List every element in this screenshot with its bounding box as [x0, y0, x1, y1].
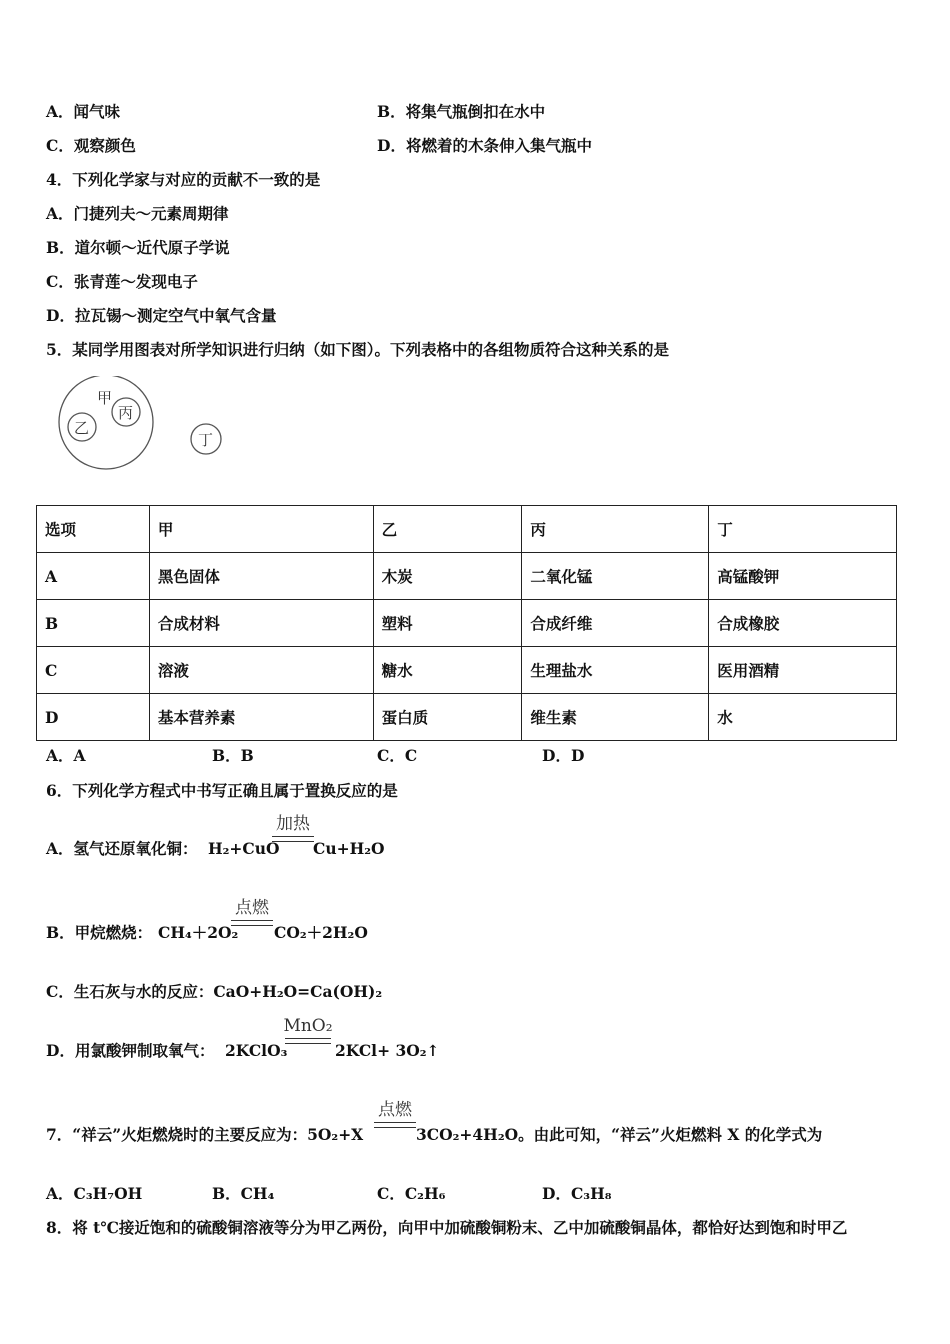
table-cell: 合成材料: [149, 600, 373, 647]
table-cell: 水: [709, 694, 897, 741]
q6-a-condition: 加热: [276, 814, 310, 834]
q6-d-label: D．用氯酸钾制取氧气：: [46, 1041, 215, 1060]
q6-b-equals-sign: [231, 920, 273, 926]
q3-option-d: D．将燃着的木条伸入集气瓶中: [377, 136, 592, 155]
q4-option-a: A．门捷列夫～元素周期律: [46, 204, 229, 223]
table-cell: A: [37, 553, 150, 600]
table-cell: 塑料: [373, 600, 522, 647]
q6-c-text: C．生石灰与水的反应：CaO+H₂O=Ca(OH)₂: [46, 982, 383, 1001]
q7-option-d: D．C₃H₈: [542, 1184, 612, 1203]
q4-stem: 4．下列化学家与对应的贡献不一致的是: [46, 170, 321, 189]
table-cell: 黑色固体: [149, 553, 373, 600]
table-cell: 糖水: [373, 647, 522, 694]
table-header-row: [37, 506, 897, 553]
q7-equals-sign: [374, 1122, 416, 1128]
table-row: [37, 553, 897, 600]
table-cell: 合成纤维: [522, 600, 709, 647]
q4-option-b: B．道尔顿～近代原子学说: [46, 238, 230, 257]
table-cell: 二氧化锰: [522, 553, 709, 600]
q8-stem: 8．将 t℃接近饱和的硫酸铜溶液等分为甲乙两份，向甲中加硫酸铜粉末、乙中加硫酸铜晶体，都恰好达到饱和时甲乙: [46, 1218, 848, 1237]
table-header-cell: 选项: [37, 506, 150, 553]
q6-a-reactants: H₂+CuO: [208, 839, 280, 858]
q5-option-d: D．D: [542, 746, 585, 765]
q6-d-condition: MnO₂: [283, 1016, 333, 1036]
table-cell: 木炭: [373, 553, 522, 600]
table-cell: C: [37, 647, 150, 694]
q6-b-condition: 点燃: [235, 898, 269, 918]
table-cell: 蛋白质: [373, 694, 522, 741]
label-bing: 丙: [118, 404, 134, 422]
q6-a-label: A．氢气还原氧化铜：: [46, 839, 198, 858]
table-cell: 基本营养素: [149, 694, 373, 741]
table-cell: 维生素: [522, 694, 709, 741]
q3-option-b: B．将集气瓶倒扣在水中: [377, 102, 546, 121]
table-header-cell: 丁: [709, 506, 897, 553]
q3-option-c: C．观察颜色: [46, 136, 136, 155]
q6-b-label: B．甲烷燃烧：: [46, 923, 153, 942]
q6-b-products: CO₂＋2H₂O: [274, 923, 368, 942]
table-cell: 高锰酸钾: [709, 553, 897, 600]
q7-condition: 点燃: [378, 1100, 412, 1120]
table-cell: 医用酒精: [709, 647, 897, 694]
table-cell: D: [37, 694, 150, 741]
q7-option-a: A．C₃H₇OH: [46, 1184, 143, 1203]
table-cell: 合成橡胶: [709, 600, 897, 647]
q4-option-c: C．张青莲～发现电子: [46, 272, 198, 291]
q5-option-a: A．A: [46, 746, 86, 765]
q7-option-c: C．C₂H₆: [377, 1184, 446, 1203]
q6-d-reactants: 2KClO₃: [225, 1041, 288, 1060]
table-row: [37, 600, 897, 647]
q6-d-products: 2KCl+ 3O₂↑: [335, 1041, 440, 1060]
table-cell: 生理盐水: [522, 647, 709, 694]
q5-stem: 5．某同学用图表对所学知识进行归纳（如下图）。下列表格中的各组物质符合这种关系的是: [46, 340, 670, 359]
q5-option-b: B．B: [212, 746, 254, 765]
label-jia: 甲: [97, 389, 113, 407]
q5-option-c: C．C: [377, 746, 418, 765]
label-ding: 丁: [198, 431, 214, 449]
q7-option-b: B．CH₄: [212, 1184, 275, 1203]
q7-stem-end: 3CO₂+4H₂O。由此可知，“祥云”火炬燃料 X 的化学式为: [416, 1125, 823, 1144]
label-yi: 乙: [74, 419, 90, 437]
q6-d-equals-sign: [285, 1038, 331, 1044]
table-row: [37, 647, 897, 694]
table-cell: B: [37, 600, 150, 647]
q5-options-table: [36, 505, 897, 741]
q4-option-d: D．拉瓦锡～测定空气中氧气含量: [46, 306, 277, 325]
table-header-cell: 甲: [149, 506, 373, 553]
q6-a-products: Cu+H₂O: [313, 839, 385, 858]
table-header-cell: 丙: [522, 506, 709, 553]
q6-a-equals-sign: [272, 836, 314, 842]
q7-stem-start: 7．“祥云”火炬燃烧时的主要反应为：5O₂+X: [46, 1125, 364, 1144]
table-header-cell: 乙: [373, 506, 522, 553]
table-cell: 溶液: [149, 647, 373, 694]
q6-b-reactants: CH₄＋2O₂: [158, 923, 239, 942]
venn-diagram: [52, 376, 242, 471]
table-row: [37, 694, 897, 741]
q3-option-a: A．闻气味: [46, 102, 121, 121]
q6-stem: 6．下列化学方程式中书写正确且属于置换反应的是: [46, 781, 398, 800]
